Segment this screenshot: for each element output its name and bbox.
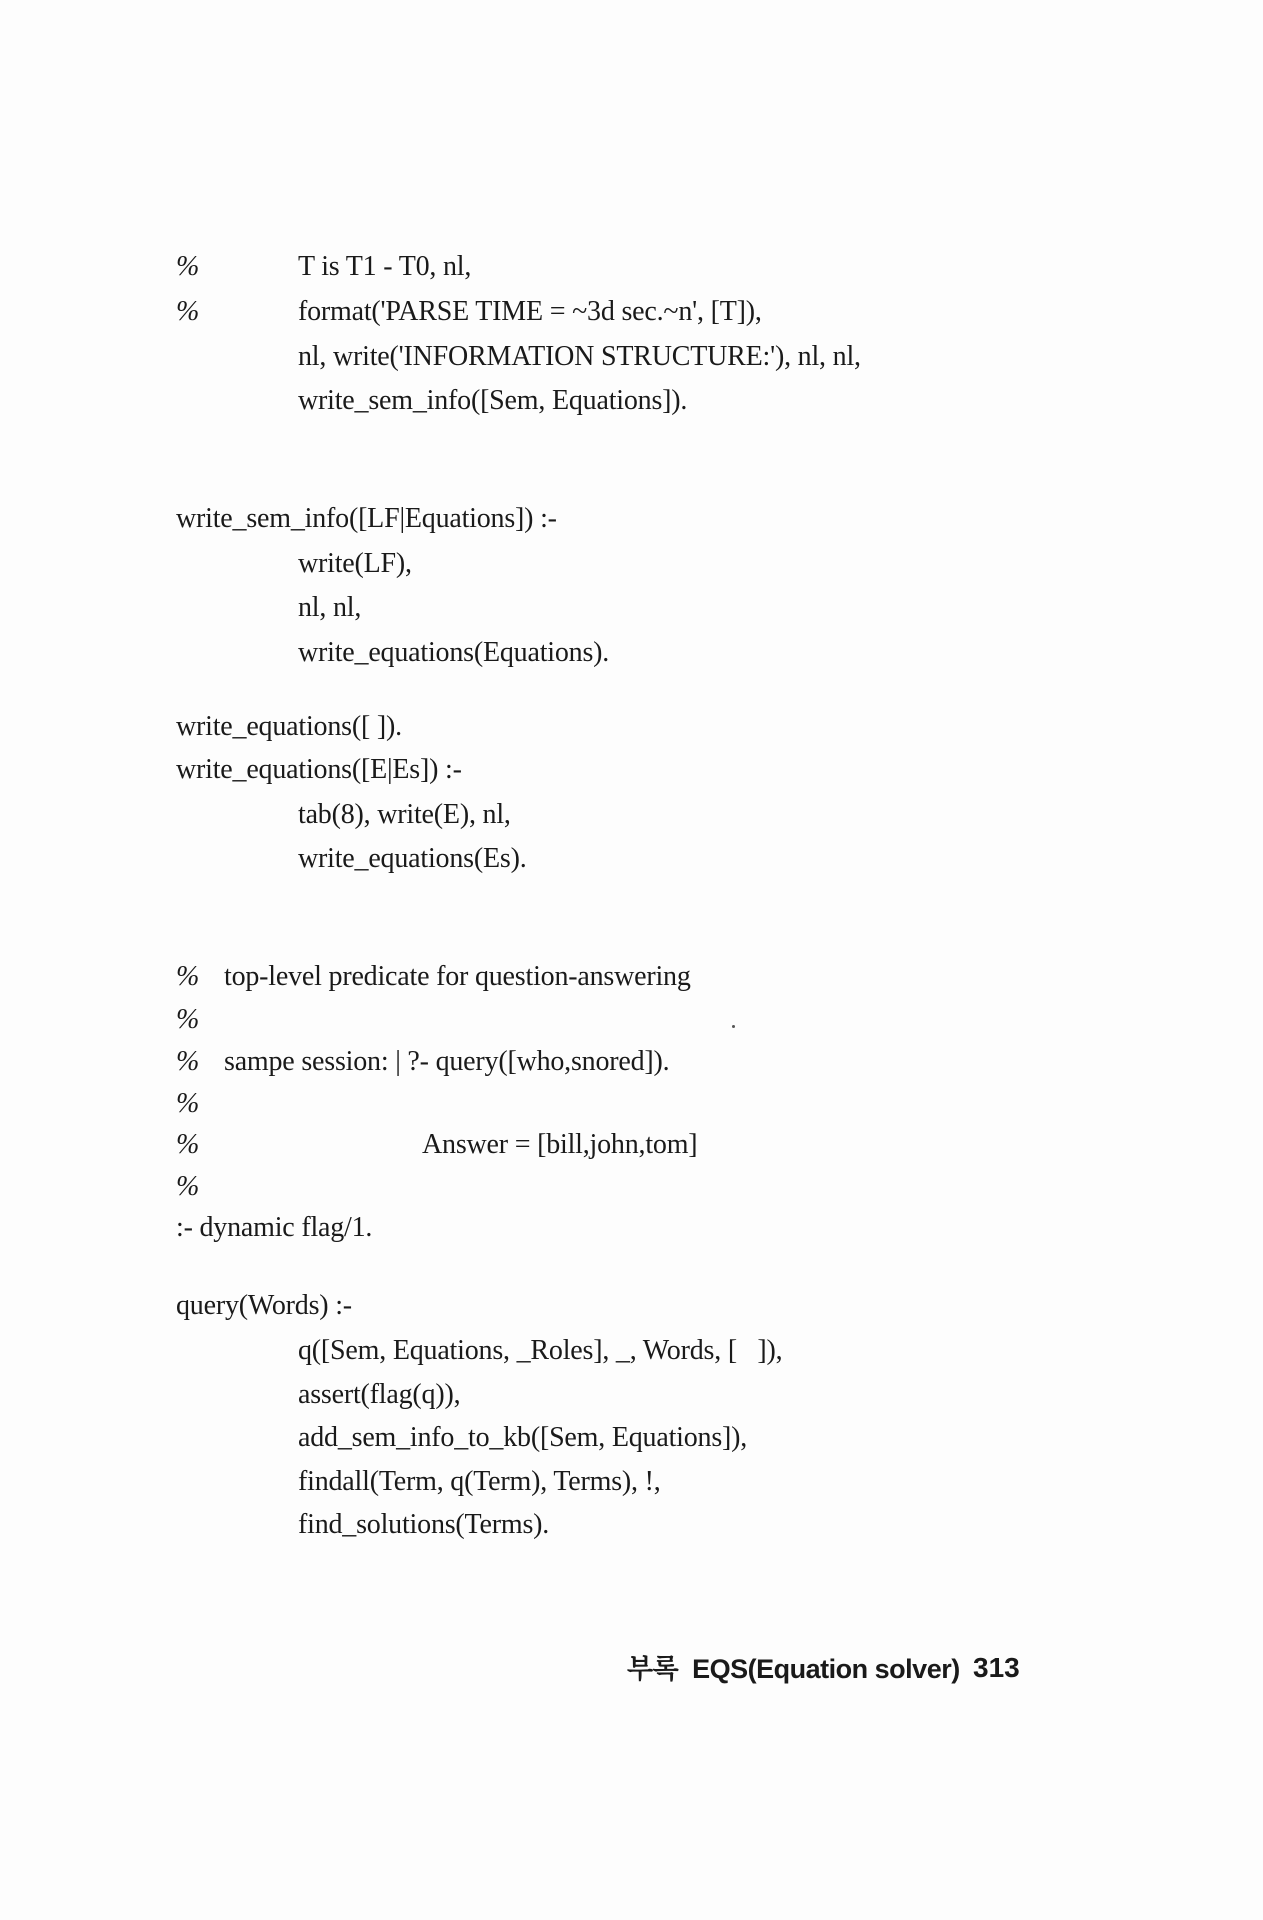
- code-line: assert(flag(q)),: [298, 1379, 461, 1410]
- code-line: write_equations(Equations).: [298, 637, 610, 668]
- comment-marker: %: [176, 1046, 200, 1077]
- page-number: 313: [973, 1652, 1020, 1683]
- comment-marker: %: [176, 961, 200, 992]
- running-footer: 부록 EQS(Equation solver): [627, 1654, 960, 1684]
- code-line: nl, write('INFORMATION STRUCTURE:'), nl, nl,: [298, 341, 861, 372]
- code-line: write_equations([E|Es]) :-: [176, 754, 462, 785]
- code-line: :- dynamic flag/1.: [176, 1212, 373, 1243]
- comment-marker: %: [176, 251, 200, 282]
- code-line: tab(8), write(E), nl,: [298, 799, 511, 830]
- code-line: format('PARSE TIME = ~3d sec.~n', [T]),: [298, 296, 762, 327]
- code-line: write_sem_info([Sem, Equations]).: [298, 385, 688, 416]
- code-line: write_equations([ ]).: [176, 711, 402, 742]
- code-line: q([Sem, Equations, _Roles], _, Words, [ ]),: [298, 1335, 783, 1366]
- comment-text: sampe session: | ?- query([who,snored]).: [224, 1046, 670, 1077]
- comment-marker: %: [176, 1088, 200, 1119]
- code-line: T is T1 - T0, nl,: [298, 251, 472, 282]
- code-line: write_sem_info([LF|Equations]) :-: [176, 503, 557, 534]
- code-line: findall(Term, q(Term), Terms), !,: [298, 1466, 661, 1497]
- code-line: add_sem_info_to_kb([Sem, Equations]),: [298, 1422, 748, 1453]
- comment-marker: %: [176, 1004, 200, 1035]
- comment-text: top-level predicate for question-answering: [224, 961, 691, 992]
- code-line: write_equations(Es).: [298, 843, 527, 874]
- comment-marker: %: [176, 296, 200, 327]
- code-line: nl, nl,: [298, 592, 362, 623]
- stray-dot: [732, 1025, 735, 1028]
- comment-marker: %: [176, 1171, 200, 1202]
- code-line: write(LF),: [298, 548, 412, 579]
- comment-text: Answer = [bill,john,tom]: [422, 1129, 698, 1160]
- code-line: query(Words) :-: [176, 1290, 352, 1321]
- code-line: find_solutions(Terms).: [298, 1509, 550, 1540]
- comment-marker: %: [176, 1129, 200, 1160]
